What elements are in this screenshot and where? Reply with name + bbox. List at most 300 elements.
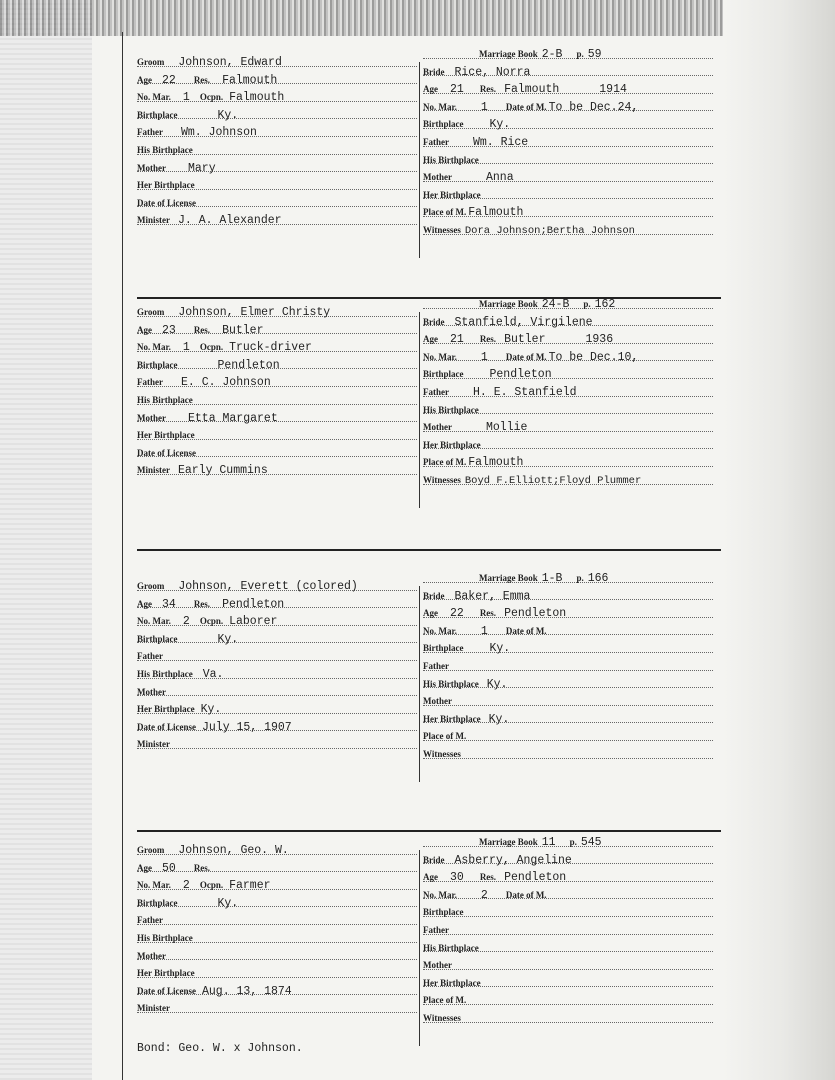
his-birthplace-label: His Birthplace xyxy=(137,668,193,679)
groom-birthplace-row xyxy=(137,893,417,911)
dotted-fill-line xyxy=(423,582,713,583)
dotted-fill-line xyxy=(137,748,417,749)
bride-her-birthplace-row xyxy=(423,435,713,453)
record-year: 1914 xyxy=(599,83,627,97)
groom-birthplace: Pendleton xyxy=(217,358,280,372)
father-label: Father xyxy=(137,651,163,662)
page-label: p. xyxy=(576,49,584,59)
her-birthplace-label: Her Birthplace xyxy=(423,189,481,200)
place-of-m-row xyxy=(423,726,713,744)
groom-no-mar-row xyxy=(137,875,417,893)
date-of-marriage xyxy=(547,889,549,902)
groom-her-birthplace xyxy=(195,429,201,442)
groom-date-of-license-row xyxy=(137,443,417,461)
groom-label: Groom xyxy=(137,307,165,317)
groom-her-birthplace xyxy=(195,179,201,192)
her-birthplace-label: Her Birthplace xyxy=(423,977,481,988)
bride-her-birthplace xyxy=(481,977,489,990)
place-of-marriage xyxy=(466,994,468,1007)
birthplace-label: Birthplace xyxy=(137,109,178,120)
bride-name: Rice, Norra xyxy=(454,65,531,79)
groom-birthplace-row xyxy=(137,355,417,373)
place-of-marriage xyxy=(466,730,468,743)
place-of-m-label: Place of M. xyxy=(423,995,467,1006)
groom-column xyxy=(137,302,417,478)
minister-label: Minister xyxy=(137,739,170,750)
groom-mother-row xyxy=(137,158,417,176)
groom-row xyxy=(137,302,417,320)
father-label: Father xyxy=(137,127,163,138)
no-mar-label: No. Mar. xyxy=(423,625,457,636)
birthplace-label: Birthplace xyxy=(423,369,464,380)
his-birthplace-label: His Birthplace xyxy=(423,154,479,165)
age-label: Age xyxy=(423,84,438,95)
groom-age-row xyxy=(137,858,417,876)
groom-mother xyxy=(166,950,188,963)
groom-no-mar: 2 xyxy=(182,615,190,629)
groom-no-mar-row xyxy=(137,611,417,629)
bride-res: Pendleton xyxy=(504,607,567,621)
groom-age-row xyxy=(137,320,417,338)
place-of-marriage: Falmouth xyxy=(468,456,524,470)
groom-mother: Mary xyxy=(188,161,216,175)
father-label: Father xyxy=(137,377,163,388)
groom-father: E. C. Johnson xyxy=(181,376,271,390)
groom-father: Wm. Johnson xyxy=(181,126,257,140)
res-label: Res. xyxy=(479,84,497,95)
date-of-license-label: Date of License xyxy=(137,197,196,208)
groom-no-mar-row xyxy=(137,337,417,355)
bride-birthplace: Ky. xyxy=(489,118,511,132)
groom-minister xyxy=(170,738,178,751)
res-label: Res. xyxy=(479,872,497,883)
minister-label: Minister xyxy=(137,1003,170,1014)
birthplace-label: Birthplace xyxy=(423,907,464,918)
res-label: Res. xyxy=(193,74,211,85)
bride-her-birthplace xyxy=(481,439,489,452)
groom-date-of-license-row xyxy=(137,717,417,735)
bride-his-birthplace xyxy=(479,942,487,955)
marriage-record-card xyxy=(123,832,719,1072)
bride-column xyxy=(423,832,713,1026)
date-of-m-label: Date of M. xyxy=(505,351,547,362)
bride-father-row xyxy=(423,382,713,400)
age-label: Age xyxy=(423,608,438,619)
date-of-license-label: Date of License xyxy=(137,721,196,732)
bride-name: Asberry, Angeline xyxy=(454,853,572,867)
marriage-book-label: Marriage Book xyxy=(479,299,538,309)
bride-birthplace-row xyxy=(423,364,713,382)
his-birthplace-label: His Birthplace xyxy=(423,942,479,953)
groom-father-row xyxy=(137,646,417,664)
bride-row xyxy=(423,62,713,80)
groom-father xyxy=(163,650,181,663)
date-of-marriage xyxy=(547,625,549,638)
groom-father-row xyxy=(137,910,417,928)
bride-birthplace-row xyxy=(423,114,713,132)
groom-her-birthplace xyxy=(195,967,201,980)
bride-label: Bride xyxy=(423,316,445,327)
his-birthplace-label: His Birthplace xyxy=(137,394,193,405)
marriage-book-page: 162 xyxy=(594,298,616,311)
no-mar-label: No. Mar. xyxy=(137,880,171,891)
bride-res: Pendleton xyxy=(504,871,567,885)
bride-name: Baker, Emma xyxy=(454,589,531,603)
birthplace-label: Birthplace xyxy=(137,359,178,370)
witnesses xyxy=(461,749,465,761)
date-of-m-label: Date of M. xyxy=(505,625,547,636)
bride-father: Wm. Rice xyxy=(473,135,529,149)
record-separator-line xyxy=(137,830,721,832)
bride-birthplace: Ky. xyxy=(489,642,511,656)
res-label: Res. xyxy=(479,334,497,345)
groom-birthplace: Ky. xyxy=(217,632,239,646)
bride-mother-row xyxy=(423,167,713,185)
father-label: Father xyxy=(423,386,449,397)
groom-father-row xyxy=(137,122,417,140)
age-label: Age xyxy=(137,74,152,85)
bride-his-birthplace-row xyxy=(423,674,713,692)
groom-birthplace: Ky. xyxy=(217,896,239,910)
column-divider xyxy=(419,62,420,258)
groom-no-mar: 1 xyxy=(182,341,190,355)
groom-date-of-license: July 15, 1907 xyxy=(201,720,292,734)
bond-note: Bond: Geo. W. x Johnson. xyxy=(137,1042,303,1055)
column-divider xyxy=(419,586,420,782)
place-of-m-label: Place of M. xyxy=(423,207,467,218)
groom-age: 50 xyxy=(162,861,176,875)
date-of-license-label: Date of License xyxy=(137,985,196,996)
father-label: Father xyxy=(137,915,163,926)
witnesses-label: Witnesses xyxy=(423,748,461,759)
column-divider xyxy=(419,312,420,508)
marriage-book-number: 1-B xyxy=(541,572,563,585)
bride-age-row xyxy=(423,867,713,885)
her-birthplace-label: Her Birthplace xyxy=(137,180,195,191)
groom-row xyxy=(137,52,417,70)
groom-his-birthplace xyxy=(193,394,203,407)
marriage-book-label: Marriage Book xyxy=(479,837,538,847)
groom-column xyxy=(137,840,417,1016)
date-of-m-label: Date of M. xyxy=(505,889,547,900)
marriage-book-number: 24-B xyxy=(541,298,570,311)
ocpn-label: Ocpn. xyxy=(199,616,224,627)
mother-label: Mother xyxy=(137,686,166,697)
groom-minister-row xyxy=(137,998,417,1016)
groom-no-mar: 2 xyxy=(182,879,190,893)
bride-age-row xyxy=(423,603,713,621)
bride-his-birthplace-row xyxy=(423,400,713,418)
marriage-book-label: Marriage Book xyxy=(479,49,538,59)
witnesses-label: Witnesses xyxy=(423,1012,461,1023)
bride-no-mar-row xyxy=(423,621,713,639)
bride-age: 22 xyxy=(450,607,464,621)
groom-ocpn: Falmouth xyxy=(229,91,285,105)
bride-father xyxy=(449,924,473,937)
no-mar-label: No. Mar. xyxy=(137,616,171,627)
witnesses-row xyxy=(423,220,713,238)
dotted-fill-line xyxy=(137,83,417,84)
marriage-record-page xyxy=(122,32,719,1080)
groom-ocpn: Truck-driver xyxy=(229,341,312,355)
groom-row xyxy=(137,576,417,594)
record-year xyxy=(566,871,606,884)
date-of-marriage: To be Dec.10, xyxy=(548,350,639,364)
bride-father-row xyxy=(423,656,713,674)
bride-no-mar: 2 xyxy=(480,888,488,902)
age-label: Age xyxy=(137,598,152,609)
mother-label: Mother xyxy=(423,960,452,971)
bride-no-mar: 1 xyxy=(480,624,488,638)
his-birthplace-label: His Birthplace xyxy=(423,678,479,689)
marriage-book-page: 545 xyxy=(580,836,602,849)
bride-no-mar: 1 xyxy=(480,100,488,114)
no-mar-label: No. Mar. xyxy=(423,889,457,900)
bride-mother: Anna xyxy=(486,171,514,185)
place-of-m-label: Place of M. xyxy=(423,457,467,468)
dotted-fill-line xyxy=(423,846,713,847)
mother-label: Mother xyxy=(423,696,452,707)
birthplace-label: Birthplace xyxy=(423,119,464,130)
bride-father-row xyxy=(423,132,713,150)
marriage-book-page: 166 xyxy=(587,572,609,585)
bride-her-birthplace xyxy=(481,189,489,202)
age-label: Age xyxy=(137,862,152,873)
place-of-m-row xyxy=(423,990,713,1008)
groom-his-birthplace-row xyxy=(137,390,417,408)
dotted-fill-line xyxy=(137,871,417,872)
bride-no-mar: 1 xyxy=(480,350,488,364)
bride-res: Butler xyxy=(504,333,546,347)
groom-father-row xyxy=(137,372,417,390)
witnesses-label: Witnesses xyxy=(423,224,461,235)
groom-mother-row xyxy=(137,682,417,700)
groom-his-birthplace-row xyxy=(137,140,417,158)
bride-his-birthplace-row xyxy=(423,150,713,168)
groom-minister-row xyxy=(137,734,417,752)
bride-mother-row xyxy=(423,691,713,709)
bride-birthplace-row xyxy=(423,902,713,920)
groom-name: Johnson, Elmer Christy xyxy=(178,306,331,319)
minister-label: Minister xyxy=(137,465,170,476)
groom-age: 34 xyxy=(162,597,176,611)
marriage-book-row xyxy=(423,44,713,62)
place-of-m-label: Place of M. xyxy=(423,731,467,742)
groom-column xyxy=(137,52,417,228)
groom-name: Johnson, Everett (colored) xyxy=(178,580,358,593)
mother-label: Mother xyxy=(137,950,166,961)
bride-her-birthplace-row xyxy=(423,973,713,991)
minister-label: Minister xyxy=(137,215,170,226)
bride-age: 21 xyxy=(450,83,464,97)
dotted-fill-line xyxy=(137,333,417,334)
res-label: Res. xyxy=(479,608,497,619)
bride-mother: Mollie xyxy=(486,421,528,435)
bride-birthplace: Pendleton xyxy=(489,368,552,382)
age-label: Age xyxy=(423,872,438,883)
date-of-m-label: Date of M. xyxy=(505,101,547,112)
page-label: p. xyxy=(576,573,584,583)
groom-mother-row xyxy=(137,408,417,426)
her-birthplace-label: Her Birthplace xyxy=(423,439,481,450)
bride-no-mar-row xyxy=(423,97,713,115)
groom-label: Groom xyxy=(137,581,165,591)
groom-his-birthplace xyxy=(193,932,203,945)
ocpn-label: Ocpn. xyxy=(199,880,224,891)
mother-label: Mother xyxy=(423,172,452,183)
date-of-license-label: Date of License xyxy=(137,447,196,458)
groom-his-birthplace-row xyxy=(137,664,417,682)
groom-row xyxy=(137,840,417,858)
bride-row xyxy=(423,586,713,604)
bride-label: Bride xyxy=(423,590,445,601)
her-birthplace-label: Her Birthplace xyxy=(423,713,481,724)
father-label: Father xyxy=(423,660,449,671)
record-separator-line xyxy=(137,549,721,551)
witnesses: Boyd F.Elliott;Floyd Plummer xyxy=(464,474,642,487)
groom-ocpn: Laborer xyxy=(229,615,278,629)
groom-date-of-license xyxy=(196,197,202,210)
dotted-fill-line xyxy=(423,1022,713,1023)
record-year: 1936 xyxy=(585,333,614,347)
bride-res: Falmouth xyxy=(504,83,560,97)
bride-label: Bride xyxy=(423,854,445,865)
groom-age: 23 xyxy=(162,323,176,337)
scan-left-margin xyxy=(0,0,92,1080)
bride-mother-row xyxy=(423,955,713,973)
groom-her-birthplace-row xyxy=(137,425,417,443)
dotted-fill-line xyxy=(423,758,713,759)
birthplace-label: Birthplace xyxy=(137,897,178,908)
bride-age-row xyxy=(423,329,713,347)
ocpn-label: Ocpn. xyxy=(199,342,224,353)
his-birthplace-label: His Birthplace xyxy=(423,404,479,415)
groom-her-birthplace-row xyxy=(137,175,417,193)
marriage-book-row xyxy=(423,568,713,586)
bride-her-birthplace-row xyxy=(423,709,713,727)
birthplace-label: Birthplace xyxy=(423,643,464,654)
birthplace-label: Birthplace xyxy=(137,633,178,644)
groom-birthplace: Ky. xyxy=(217,108,239,122)
groom-date-of-license-row xyxy=(137,981,417,999)
no-mar-label: No. Mar. xyxy=(137,342,171,353)
marriage-book-number: 11 xyxy=(541,836,556,849)
bride-birthplace xyxy=(464,906,490,919)
record-year xyxy=(566,607,606,620)
mother-label: Mother xyxy=(423,422,452,433)
bride-his-birthplace: Ky. xyxy=(486,677,508,691)
groom-minister xyxy=(170,1002,178,1015)
bride-column xyxy=(423,44,713,238)
groom-res: Pendleton xyxy=(222,597,285,611)
scan-top-edge xyxy=(0,0,835,36)
marriage-record-card xyxy=(123,294,719,534)
no-mar-label: No. Mar. xyxy=(423,351,457,362)
bride-age-row xyxy=(423,79,713,97)
bride-father-row xyxy=(423,920,713,938)
bride-his-birthplace-row xyxy=(423,938,713,956)
groom-no-mar: 1 xyxy=(182,91,190,105)
groom-his-birthplace: Va. xyxy=(202,667,224,681)
his-birthplace-label: His Birthplace xyxy=(137,144,193,155)
witnesses xyxy=(461,1013,465,1025)
bride-father xyxy=(449,660,473,673)
groom-label: Groom xyxy=(137,845,165,855)
groom-date-of-license-row xyxy=(137,193,417,211)
ocpn-label: Ocpn. xyxy=(199,92,224,103)
bride-her-birthplace: Ky. xyxy=(488,712,510,726)
groom-age-row xyxy=(137,594,417,612)
groom-res xyxy=(210,862,222,875)
groom-age: 22 xyxy=(162,73,176,87)
groom-her-birthplace-row xyxy=(137,963,417,981)
groom-name: Johnson, Geo. W. xyxy=(178,844,289,857)
father-label: Father xyxy=(423,136,449,147)
bride-his-birthplace xyxy=(479,154,487,167)
groom-ocpn: Farmer xyxy=(229,879,271,893)
dotted-fill-line xyxy=(137,1012,417,1013)
marriage-book-label: Marriage Book xyxy=(479,573,538,583)
mother-label: Mother xyxy=(137,162,166,173)
res-label: Res. xyxy=(193,324,211,335)
bride-his-birthplace xyxy=(479,404,487,417)
groom-minister-row xyxy=(137,210,417,228)
his-birthplace-label: His Birthplace xyxy=(137,932,193,943)
age-label: Age xyxy=(137,324,152,335)
bride-no-mar-row xyxy=(423,885,713,903)
marriage-book-number: 2-B xyxy=(541,48,563,61)
no-mar-label: No. Mar. xyxy=(423,101,457,112)
groom-column xyxy=(137,576,417,752)
witnesses-row xyxy=(423,470,713,488)
groom-mother xyxy=(166,686,188,699)
groom-mother: Etta Margaret xyxy=(188,411,278,425)
bride-birthplace-row xyxy=(423,638,713,656)
groom-birthplace-row xyxy=(137,105,417,123)
place-of-m-row xyxy=(423,202,713,220)
bride-age: 30 xyxy=(450,871,464,885)
res-label: Res. xyxy=(193,862,211,873)
groom-his-birthplace-row xyxy=(137,928,417,946)
dotted-fill-line xyxy=(423,58,713,59)
record-separator-line xyxy=(137,297,721,299)
scan-right-margin xyxy=(723,0,835,1080)
date-of-marriage: To be Dec.24, xyxy=(548,100,639,114)
groom-date-of-license: Aug. 13, 1874 xyxy=(201,984,292,998)
groom-birthplace-row xyxy=(137,629,417,647)
groom-name: Johnson, Edward xyxy=(178,56,282,69)
bride-mother xyxy=(452,959,486,972)
witnesses-label: Witnesses xyxy=(423,474,461,485)
groom-label: Groom xyxy=(137,57,165,67)
groom-minister: Early Cummins xyxy=(178,464,268,478)
witnesses-row xyxy=(423,744,713,762)
bride-mother-row xyxy=(423,417,713,435)
bride-age: 21 xyxy=(450,333,464,347)
groom-father xyxy=(163,914,181,927)
groom-res: Butler xyxy=(222,323,264,337)
her-birthplace-label: Her Birthplace xyxy=(137,430,195,441)
marriage-record-card xyxy=(123,568,719,808)
bride-row xyxy=(423,850,713,868)
groom-res: Falmouth xyxy=(222,73,278,87)
groom-mother-row xyxy=(137,946,417,964)
res-label: Res. xyxy=(193,598,211,609)
page-label: p. xyxy=(583,299,591,309)
groom-date-of-license xyxy=(196,447,202,460)
marriage-record-card xyxy=(123,44,719,284)
witnesses-row xyxy=(423,1008,713,1026)
